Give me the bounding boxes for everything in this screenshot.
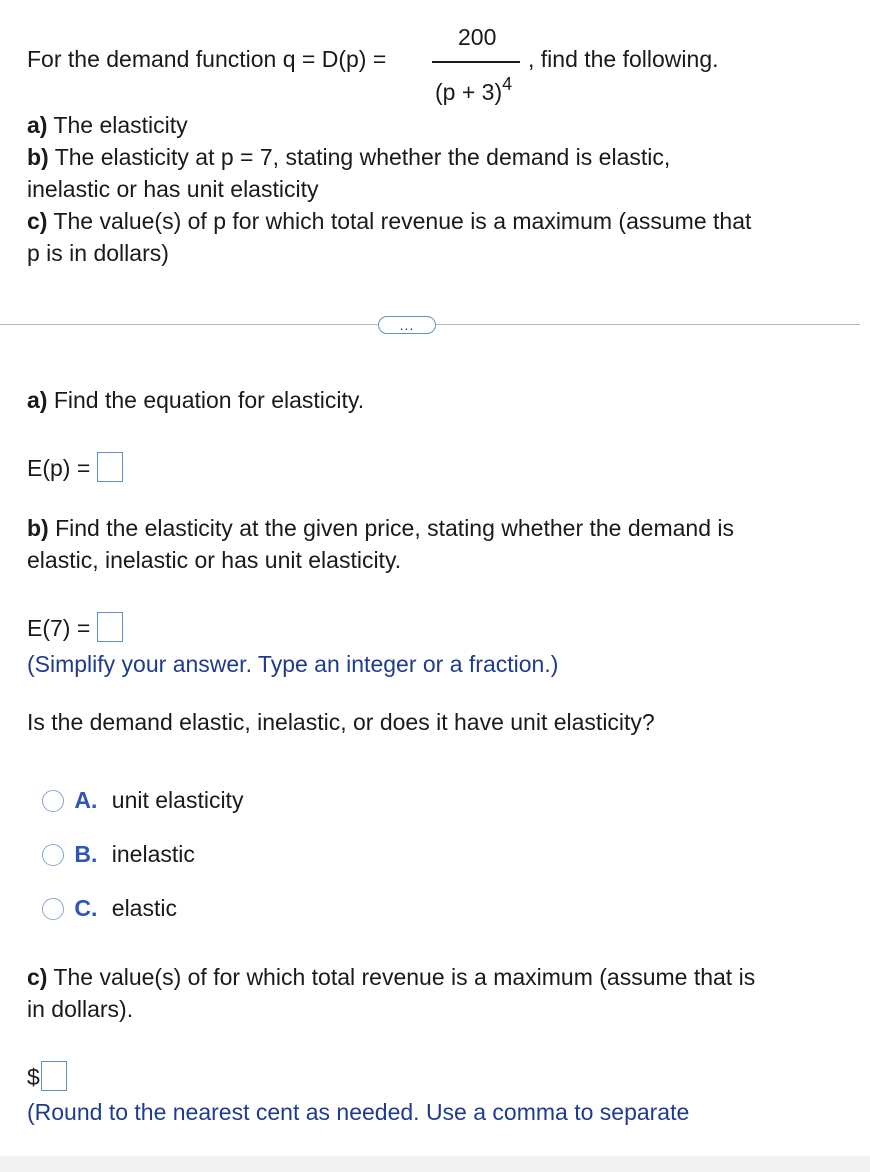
- elasticity-equation-input[interactable]: [97, 452, 123, 482]
- part-letter: c): [27, 208, 48, 234]
- option-c[interactable]: [42, 895, 177, 922]
- part-b-summary: [27, 144, 670, 171]
- fraction-denominator: [435, 74, 513, 106]
- part-text: The value(s) of for which total revenue is a maximum (assume that is: [47, 964, 756, 990]
- part-letter: b): [27, 515, 49, 541]
- part-b-heading-line2: elastic, inelastic or has unit elasticity.: [27, 547, 402, 573]
- radio-button[interactable]: [42, 790, 64, 812]
- denominator-exponent: 4: [502, 74, 513, 94]
- part-b-question: Is the demand elastic, inelastic, or does it have unit elasticity?: [27, 709, 655, 735]
- dollar-sign: $: [27, 1064, 40, 1090]
- part-c-hint: (Round to the nearest cent as needed. Use a comma to separate: [27, 1099, 690, 1125]
- divider-left: [0, 324, 378, 325]
- part-a-summary: [27, 112, 188, 139]
- part-a-heading: [27, 387, 364, 414]
- part-text: Find the equation for elasticity.: [47, 387, 365, 413]
- option-a[interactable]: [42, 787, 243, 814]
- option-text: inelastic: [111, 841, 195, 867]
- option-letter: C.: [74, 895, 98, 921]
- denominator-base: (p + 3): [435, 79, 503, 105]
- max-revenue-price-input[interactable]: [41, 1061, 67, 1091]
- part-text: The elasticity: [47, 112, 188, 138]
- part-c-heading-line2: in dollars).: [27, 996, 134, 1022]
- part-letter: b): [27, 144, 49, 170]
- option-text: elastic: [111, 895, 177, 921]
- part-text: The elasticity at p = 7, stating whether the demand is elastic,: [48, 144, 671, 170]
- elasticity-at-price-label: E(7) =: [27, 615, 91, 641]
- intro-suffix: , find the following.: [528, 46, 719, 72]
- part-letter: a): [27, 112, 48, 138]
- divider-right: [436, 324, 860, 325]
- fraction-bar: [432, 61, 520, 63]
- part-b-answer-row: [27, 612, 123, 642]
- part-text: The value(s) of p for which total revenue is a maximum (assume that: [47, 208, 752, 234]
- elasticity-label: E(p) =: [27, 455, 91, 481]
- part-text: Find the elasticity at the given price, stating whether the demand is: [48, 515, 734, 541]
- part-c-answer-row: [27, 1061, 67, 1091]
- fraction-numerator: 200: [458, 24, 497, 50]
- elasticity-at-price-input[interactable]: [97, 612, 123, 642]
- option-letter: B.: [74, 841, 98, 867]
- part-c-summary: [27, 208, 751, 235]
- intro-prefix: For the demand function q = D(p) =: [27, 46, 387, 72]
- option-letter: A.: [74, 787, 98, 813]
- part-letter: a): [27, 387, 48, 413]
- radio-button[interactable]: [42, 844, 64, 866]
- part-letter: c): [27, 964, 48, 990]
- part-c-heading: [27, 964, 755, 991]
- show-more-button[interactable]: ...: [378, 316, 436, 334]
- bottom-bar: [0, 1156, 870, 1172]
- part-b-summary-line2: inelastic or has unit elasticity: [27, 176, 319, 202]
- part-b-heading: [27, 515, 734, 542]
- option-b[interactable]: [42, 841, 195, 868]
- part-b-hint: (Simplify your answer. Type an integer or a fraction.): [27, 651, 559, 677]
- part-a-answer-row: [27, 452, 123, 482]
- radio-button[interactable]: [42, 898, 64, 920]
- part-c-summary-line2: p is in dollars): [27, 240, 169, 266]
- option-text: unit elasticity: [111, 787, 244, 813]
